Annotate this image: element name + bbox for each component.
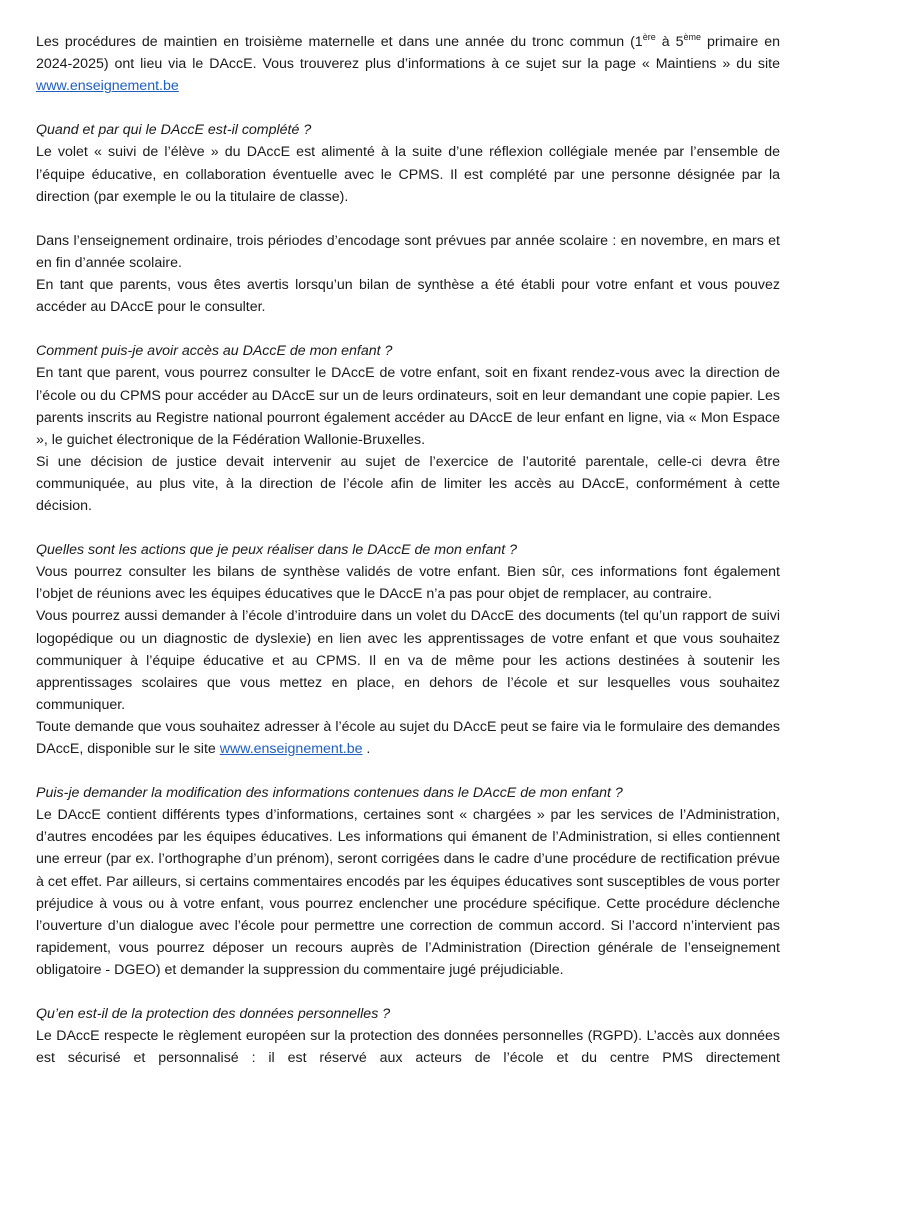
section-heading-actions: Quelles sont les actions que je peux réaliser dans le DAccE de mon enfant ?: [36, 542, 518, 559]
intro-text-3: primaire en 2024-2025) ont lieu via le DAccE. Vous trouverez plus d’informations à ce sujet sur la page « Maintiens » du site: [36, 34, 780, 73]
spacer: [36, 318, 780, 340]
spacer: [36, 208, 780, 230]
paragraph: En tant que parent, vous pourrez consulter le DAccE de votre enfant, soit en fixant rendez-vous avec la direction de l’école ou du CPMS pour accéder au DAccE sur un de leurs ordinateurs, soit en leur demandant une copie papier. Les parents inscrits au Registre national pourront également accéder au DAccE de leur enfant en ligne, via « Mon Espace », le guichet électronique de la Fédération Wallonie-Bruxelles.: [36, 365, 780, 448]
section-heading-access: Comment puis-je avoir accès au DAccE de mon enfant ?: [36, 343, 393, 360]
paragraph: Le volet « suivi de l’élève » du DAccE est alimenté à la suite d’une réflexion collégiale menée par l’ensemble de l’équipe éducative, en collaboration éventuelle avec le CPMS. Il est complété par une personne désignée par la direction (par exemple le ou la titulaire de classe).: [36, 144, 780, 205]
paragraph: Vous pourrez aussi demander à l’école d’introduire dans un volet du DAccE des documents (tel qu’un rapport de suivi logopédique ou un diagnostic de dyslexie) en lien avec les apprentissages de votre enfant et que vous souhaitez communiquer à l’équipe éducative et au CPMS. Il en va de même pour les actions destinées à soutenir les apprentissages scolaires que vous mettez en place, en dehors de l’école et sur lesquelles vous souhaitez communiquer.: [36, 608, 780, 713]
spacer: [36, 760, 780, 782]
paragraph: Le DAccE respecte le règlement européen sur la protection des données personnelles (RGPD). L’accès aux données est sécurisé et personnalisé : il est réservé aux acteurs de l’école et du centre PMS directement: [36, 1028, 780, 1067]
paragraph-text: Toute demande que vous souhaitez adresser à l’école au sujet du DAccE peut se faire via le formulaire des demandes DAccE, disponible sur le site: [36, 718, 780, 757]
superscript-2: ème: [683, 32, 701, 42]
paragraph: Si une décision de justice devait intervenir au sujet de l’exercice de l’autorité parentale, celle-ci devra être communiquée, au plus vite, à la direction de l’école afin de limiter les accès au DAccE, conformément à cette décision.: [36, 453, 780, 514]
spacer: [36, 517, 780, 539]
section-heading-modification: Puis-je demander la modification des informations contenues dans le DAccE de mon enfant ?: [36, 785, 623, 802]
paragraph: Dans l’enseignement ordinaire, trois périodes d’encodage sont prévues par année scolaire : en novembre, en mars et en fin d’année scolaire.: [36, 232, 780, 271]
section-heading-data-protection: Qu’en est-il de la protection des données personnelles ?: [36, 1006, 391, 1023]
paragraph: Vous pourrez consulter les bilans de synthèse validés de votre enfant. Bien sûr, ces informations font également l’objet de réunions avec les équipes éducatives que le DAccE n’a pas pour objet de remplacer, au contraire.: [36, 564, 780, 603]
spacer: [36, 97, 780, 119]
enseignement-link[interactable]: www.enseignement.be: [219, 741, 363, 757]
intro-text-1: Les procédures de maintien en troisième maternelle et dans une année du tronc commun (1: [36, 34, 643, 50]
spacer: [36, 981, 780, 1003]
paragraph-text: .: [362, 741, 371, 757]
section-heading-when: Quand et par qui le DAccE est-il complété ?: [36, 122, 312, 139]
paragraph: En tant que parents, vous êtes avertis lorsqu’un bilan de synthèse a été établi pour votre enfant et vous pouvez accéder au DAccE pour le consulter.: [36, 277, 780, 316]
paragraph: Le DAccE contient différents types d’informations, certaines sont « chargées » par les services de l’Administration, d’autres encodées par les équipes éducatives. Les informations qui émanent de l’Administration, si elles contiennent une erreur (par ex. l’orthographe d’un prénom), seront corrigées dans le cadre d’une procédure de rectification prévue à cet effet. Par ailleurs, si certains commentaires encodés par les équipes éducatives sont susceptibles de vous porter préjudice à vous ou à votre enfant, vous pourrez enclencher une procédure spécifique. Cette procédure déclenche l’ouverture d’un dialogue avec l’école pour permettre une correction de commun accord. Si l’accord n’intervient pas rapidement, vous pourrez déposer un recours auprès de l’Administration (Direction générale de l’enseignement obligatoire - DGEO) et demander la suppression du commentaire jugé préjudiciable.: [36, 807, 780, 978]
document-page: [36, 31, 780, 1069]
intro-text-2: à 5: [655, 34, 684, 50]
enseignement-link[interactable]: www.enseignement.be: [36, 78, 179, 95]
superscript-1: ère: [642, 32, 656, 42]
intro-paragraph: [36, 31, 780, 97]
paragraph-with-link: [36, 716, 780, 760]
